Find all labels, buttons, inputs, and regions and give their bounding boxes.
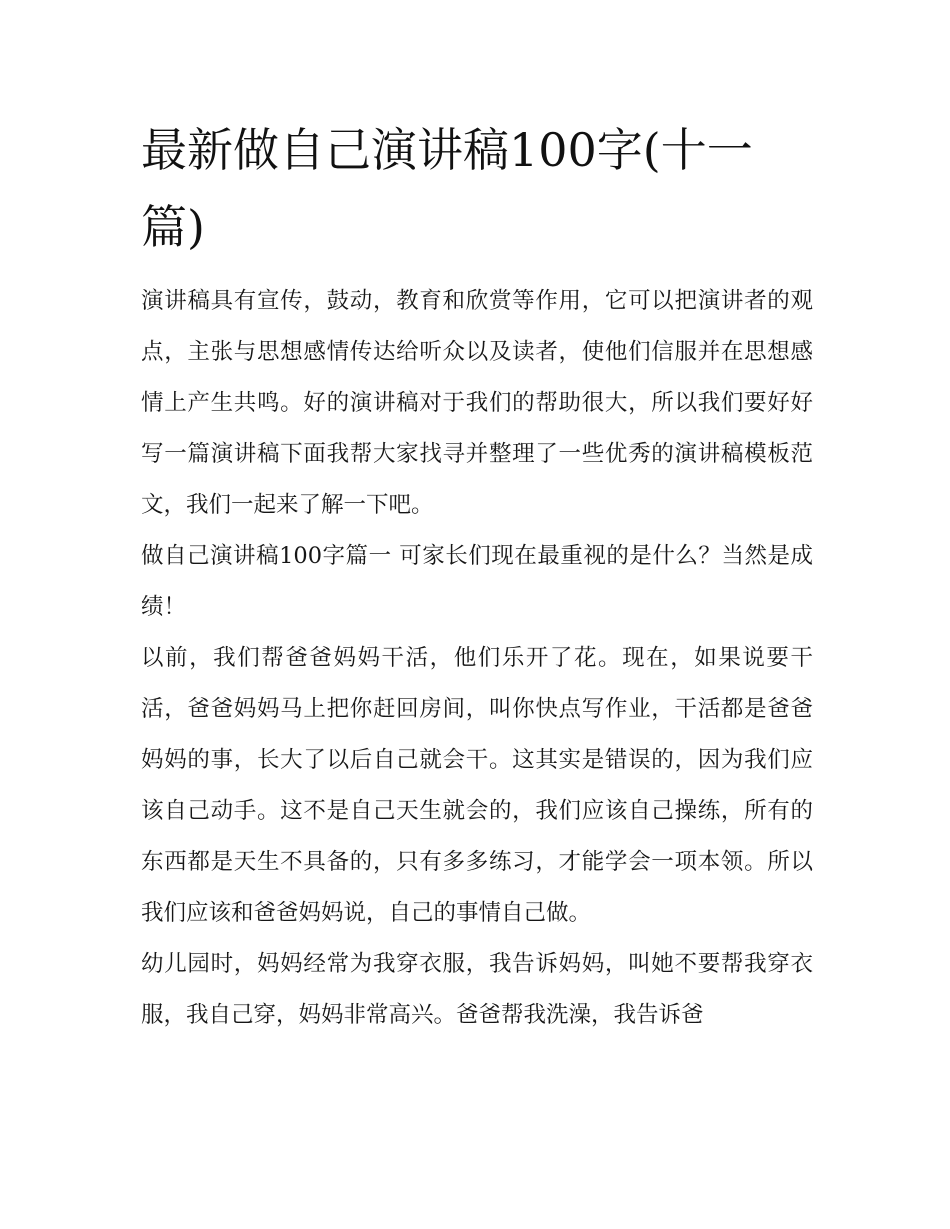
document-body — [141, 276, 813, 1041]
paragraph-doing-chores: 以前，我们帮爸爸妈妈干活，他们乐开了花。现在，如果说要干活，爸爸妈妈马上把你赶回房间，叫你快点写作业，干活都是爸爸妈妈的事，长大了以后自己就会干。这其实是错误的，因为我们应该自己动手。这不是自己天生就会的，我们应该自己操练，所有的东西都是天生不具备的，只有多多练习，才能学会一项本领。所以我们应该和爸爸妈妈说，自己的事情自己做。 — [141, 645, 813, 926]
paragraph-speech-one-heading: 做自己演讲稿100字篇一 可家长们现在最重视的是什么？当然是成绩！ — [141, 543, 813, 620]
document-title: 最新做自己演讲稿100字(十一篇) — [141, 123, 753, 254]
paragraph-intro: 演讲稿具有宣传，鼓动，教育和欣赏等作用，它可以把演讲者的观点，主张与思想感情传达给听众以及读者，使他们信服并在思想感情上产生共鸣。好的演讲稿对于我们的帮助很大，所以我们要好好写一篇演讲稿下面我帮大家找寻并整理了一些优秀的演讲稿模板范文，我们一起来了解一下吧。 — [141, 288, 813, 518]
paragraph-kindergarten: 幼儿园时，妈妈经常为我穿衣服，我告诉妈妈，叫她不要帮我穿衣服，我自己穿，妈妈非常高兴。爸爸帮我洗澡，我告诉爸 — [141, 951, 813, 1028]
document-content — [141, 112, 813, 1041]
